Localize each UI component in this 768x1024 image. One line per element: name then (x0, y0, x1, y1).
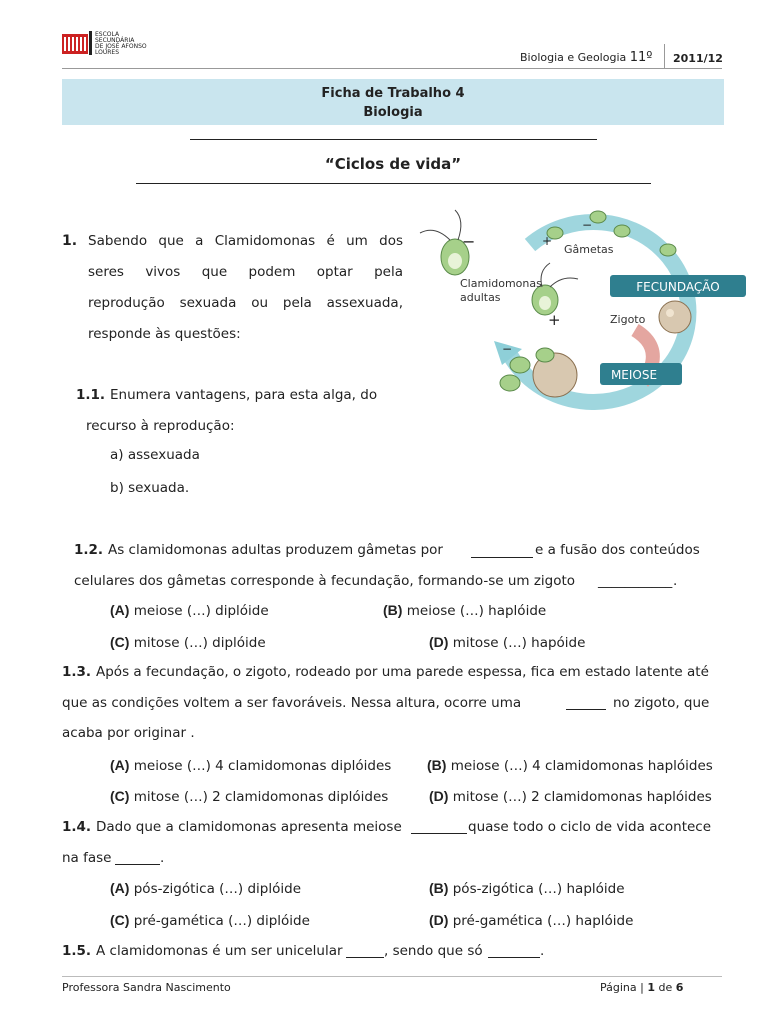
option-letter: (D) (429, 788, 449, 804)
minus-sign-bottom: − (502, 342, 513, 356)
option-text: meiose (…) 4 clamidomonas diplóides (133, 758, 392, 774)
q1-3-blank[interactable] (566, 697, 606, 710)
q1-2-text-1: As clamidomonas adultas produzem gâmetas por (108, 542, 443, 558)
zigoto-label: Zigoto (610, 313, 646, 326)
page-de: de (655, 981, 676, 994)
grade-label: 11º (629, 50, 653, 65)
q1-2-text-3: celulares dos gâmetas corresponde à fecundação, formando-se um zigoto (74, 573, 576, 589)
q1-1-line-2: recurso à reprodução: (86, 418, 235, 434)
q1-line-3: reprodução sexuada ou pela assexuada, (88, 295, 403, 311)
logo-line-4: LOURES (95, 49, 120, 56)
q1-1-option-b: b) sexuada. (110, 480, 190, 496)
q1-2-option-d[interactable] (429, 634, 585, 651)
q1-2-number: 1.2. (74, 542, 104, 558)
q1-5-text-3: . (540, 943, 545, 959)
q1-3-option-c[interactable] (110, 788, 388, 805)
q1-4-option-b[interactable] (429, 880, 625, 897)
option-letter: (A) (110, 757, 130, 773)
footer-author: Professora Sandra Nascimento (62, 981, 231, 994)
worksheet-title: Ficha de Trabalho 4 (321, 86, 465, 101)
q1-line-4: responde às questões: (88, 326, 241, 342)
option-letter: (C) (110, 634, 130, 650)
q1-4-line-1a: Dado que a clamidomonas apresenta meiose (96, 819, 402, 835)
adultas-label-2: adultas (460, 291, 501, 304)
q1-4-blank-1[interactable] (411, 821, 467, 834)
option-text: pós-zigótica (…) diplóide (133, 881, 302, 897)
school-logo (62, 28, 152, 58)
title-rule-bottom (136, 183, 651, 184)
q1-line-1: Sabendo que a Clamidomonas é um dos (88, 233, 403, 249)
q1-2-blank-2[interactable]: ___________ (598, 573, 673, 589)
option-text: mitose (…) diplóide (133, 635, 266, 651)
option-letter: (C) (110, 788, 130, 804)
q1-5-text-2: , sendo que só (384, 943, 483, 959)
life-cycle-diagram (410, 205, 755, 410)
q1-5-number: 1.5. (62, 943, 92, 959)
plus-sign-mid: + (548, 311, 561, 329)
q1-2-option-a[interactable] (110, 602, 269, 619)
q1-line-2: seres vivos que podem optar pela (88, 264, 403, 280)
option-text: pré-gamética (…) diplóide (133, 913, 310, 929)
zygote-cell (659, 301, 691, 333)
q1-4-line-1b: quase todo o ciclo de vida acontece (468, 819, 712, 835)
q1-4-option-d[interactable] (429, 912, 633, 929)
page-total: 6 (675, 981, 684, 994)
option-text: mitose (…) 2 clamidomonas diplóides (133, 789, 389, 805)
q1-3-option-a[interactable] (110, 757, 391, 774)
adultas-label-1: Clamidomonas (460, 277, 542, 290)
title-rule-top (190, 139, 597, 140)
option-letter: (A) (110, 602, 130, 618)
q1-3-number: 1.3. (62, 664, 92, 680)
option-letter: (B) (383, 602, 403, 618)
q1-3-option-b[interactable] (427, 757, 713, 774)
q1-3-line-1: Após a fecundação, o zigoto, rodeado por uma parede espessa, fica em estado latente até (96, 664, 709, 680)
plus-sign-small: + (542, 234, 553, 248)
q1-2-option-c[interactable] (110, 634, 266, 651)
q1-2-text-2: e a fusão dos conteúdos (535, 542, 700, 558)
q1-4-number: 1.4. (62, 819, 92, 835)
option-letter: (D) (429, 634, 449, 650)
option-text: meiose (…) 4 clamidomonas haplóides (450, 758, 713, 774)
q1-2-blank-1[interactable] (471, 545, 533, 558)
q1-1-number: 1.1. (76, 387, 106, 403)
logo-line-3: DE JOSÉ AFONSO (95, 43, 147, 50)
gametas-label: Gâmetas (564, 243, 614, 256)
option-letter: (C) (110, 912, 130, 928)
q1-5-blank-1[interactable] (346, 945, 384, 958)
option-text: mitose (…) 2 clamidomonas haplóides (452, 789, 712, 805)
footer-page (600, 980, 683, 996)
subject-label (520, 50, 652, 66)
option-text: pós-zigótica (…) haplóide (452, 881, 625, 897)
option-text: pré-gamética (…) haplóide (452, 913, 634, 929)
option-letter: (D) (429, 912, 449, 928)
q1-number: 1. (62, 233, 78, 249)
meiose-label: MEIOSE (610, 368, 658, 382)
q1-1-line-1: Enumera vantagens, para esta alga, do (110, 387, 378, 403)
q1-3-line-2b: no zigoto, que (613, 695, 710, 711)
minus-sign-small: − (582, 218, 593, 232)
q1-4-line-2b: . (160, 850, 165, 866)
page-label: Página | (600, 981, 648, 994)
option-letter: (B) (427, 757, 447, 773)
worksheet-topic: “Ciclos de vida” (324, 155, 462, 173)
q1-5-text-1: A clamidomonas é um ser unicelular (96, 943, 343, 959)
q1-4-line-2a: na fase (62, 850, 112, 866)
option-letter: (A) (110, 880, 130, 896)
option-text: mitose (…) hapóide (452, 635, 586, 651)
logo-line-2: SECUNDÁRIA (95, 37, 135, 44)
option-text: meiose (…) diplóide (133, 603, 269, 619)
footer-rule (62, 976, 722, 977)
q1-3-line-2a: que as condições voltem a ser favoráveis. Nessa altura, ocorre uma (62, 695, 522, 711)
logo-line-1: ESCOLA (95, 31, 120, 38)
page-number: 1 (647, 981, 655, 994)
q1-2-text-4: . (673, 573, 678, 589)
q1-4-option-c[interactable] (110, 912, 310, 929)
option-text: meiose (…) haplóide (406, 603, 547, 619)
school-year: 2011/12 (673, 52, 723, 65)
worksheet-subject: Biologia (363, 105, 423, 120)
q1-5-blank-2[interactable] (488, 945, 540, 958)
subject-name: Biologia e Geologia (520, 51, 627, 64)
minus-sign-top: − (462, 232, 476, 251)
header-separator (664, 44, 665, 68)
q1-1-option-a: a) assexuada (110, 447, 200, 463)
q1-4-option-a[interactable] (110, 880, 301, 897)
option-letter: (B) (429, 880, 449, 896)
q1-4-blank-2[interactable] (115, 852, 160, 865)
q1-2-option-b[interactable] (383, 602, 546, 619)
header-rule (62, 68, 722, 69)
q1-3-line-3: acaba por originar . (62, 725, 195, 741)
q1-3-option-d[interactable] (429, 788, 712, 805)
fecundacao-label: FECUNDAÇÃO (636, 280, 720, 294)
